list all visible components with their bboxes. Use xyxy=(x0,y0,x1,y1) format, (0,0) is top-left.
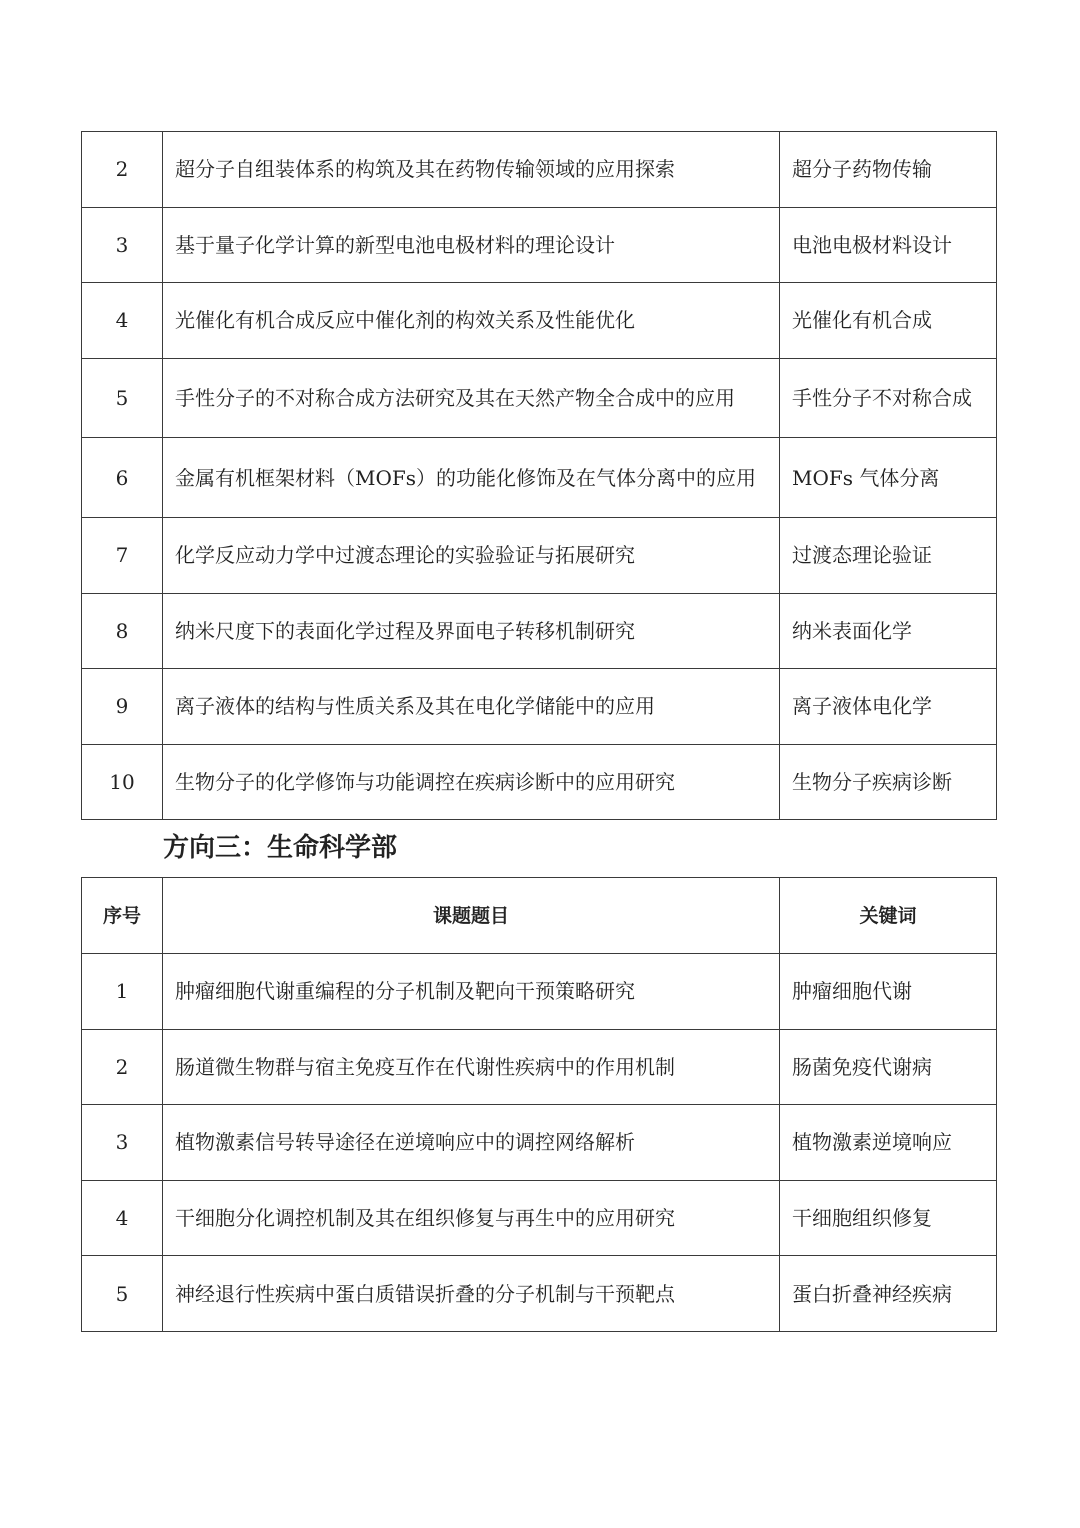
row-number: 4 xyxy=(82,283,163,359)
topic-title: 植物激素信号转导途径在逆境响应中的调控网络解析 xyxy=(163,1105,780,1181)
topic-title: 肿瘤细胞代谢重编程的分子机制及靶向干预策略研究 xyxy=(163,954,780,1030)
row-number: 6 xyxy=(82,438,163,518)
row-number: 10 xyxy=(82,744,163,820)
topic-title: 光催化有机合成反应中催化剂的构效关系及性能优化 xyxy=(163,283,780,359)
topic-keyword: 肿瘤细胞代谢 xyxy=(780,954,997,1030)
table-row xyxy=(82,517,997,593)
topic-keyword: 植物激素逆境响应 xyxy=(780,1105,997,1181)
table-row xyxy=(82,358,997,438)
topic-title: 基于量子化学计算的新型电池电极材料的理论设计 xyxy=(163,207,780,283)
row-number: 1 xyxy=(82,954,163,1030)
table-row xyxy=(82,283,997,359)
row-number: 4 xyxy=(82,1180,163,1256)
header-number: 序号 xyxy=(82,878,163,954)
table-row xyxy=(82,954,997,1030)
topic-keyword: 生物分子疾病诊断 xyxy=(780,744,997,820)
row-number: 3 xyxy=(82,1105,163,1181)
row-number: 2 xyxy=(82,1029,163,1105)
table-row xyxy=(82,1029,997,1105)
topic-table-life-sciences xyxy=(81,877,997,1332)
table-row xyxy=(82,1256,997,1332)
table-row xyxy=(82,132,997,208)
row-number: 9 xyxy=(82,669,163,745)
table-row xyxy=(82,744,997,820)
row-number: 5 xyxy=(82,1256,163,1332)
topic-title: 生物分子的化学修饰与功能调控在疾病诊断中的应用研究 xyxy=(163,744,780,820)
table-row xyxy=(82,438,997,518)
topic-title: 纳米尺度下的表面化学过程及界面电子转移机制研究 xyxy=(163,593,780,669)
topic-keyword: 离子液体电化学 xyxy=(780,669,997,745)
table-row xyxy=(82,669,997,745)
table-row xyxy=(82,207,997,283)
topic-title: 超分子自组装体系的构筑及其在药物传输领域的应用探索 xyxy=(163,132,780,208)
topic-title: 金属有机框架材料（MOFs）的功能化修饰及在气体分离中的应用 xyxy=(163,438,780,518)
topic-title: 干细胞分化调控机制及其在组织修复与再生中的应用研究 xyxy=(163,1180,780,1256)
topic-keyword: 超分子药物传输 xyxy=(780,132,997,208)
topic-title: 离子液体的结构与性质关系及其在电化学储能中的应用 xyxy=(163,669,780,745)
topic-keyword: 肠菌免疫代谢病 xyxy=(780,1029,997,1105)
topic-table-chemistry-continued xyxy=(81,131,997,820)
header-title: 课题题目 xyxy=(163,878,780,954)
topic-keyword: 光催化有机合成 xyxy=(780,283,997,359)
row-number: 8 xyxy=(82,593,163,669)
topic-title: 化学反应动力学中过渡态理论的实验验证与拓展研究 xyxy=(163,517,780,593)
topic-keyword: 手性分子不对称合成 xyxy=(780,358,997,438)
topic-keyword: 过渡态理论验证 xyxy=(780,517,997,593)
row-number: 3 xyxy=(82,207,163,283)
topic-keyword: 纳米表面化学 xyxy=(780,593,997,669)
table-row xyxy=(82,1180,997,1256)
table-row xyxy=(82,593,997,669)
row-number: 7 xyxy=(82,517,163,593)
topic-keyword: 蛋白折叠神经疾病 xyxy=(780,1256,997,1332)
row-number: 5 xyxy=(82,358,163,438)
topic-keyword: 干细胞组织修复 xyxy=(780,1180,997,1256)
row-number: 2 xyxy=(82,132,163,208)
table-header-row xyxy=(82,878,997,954)
topic-keyword: 电池电极材料设计 xyxy=(780,207,997,283)
topic-keyword: MOFs 气体分离 xyxy=(780,438,997,518)
topic-title: 手性分子的不对称合成方法研究及其在天然产物全合成中的应用 xyxy=(163,358,780,438)
table-row xyxy=(82,1105,997,1181)
topic-title: 肠道微生物群与宿主免疫互作在代谢性疾病中的作用机制 xyxy=(163,1029,780,1105)
topic-title: 神经退行性疾病中蛋白质错误折叠的分子机制与干预靶点 xyxy=(163,1256,780,1332)
header-keyword: 关键词 xyxy=(780,878,997,954)
section-heading: 方向三：生命科学部 xyxy=(163,833,398,863)
